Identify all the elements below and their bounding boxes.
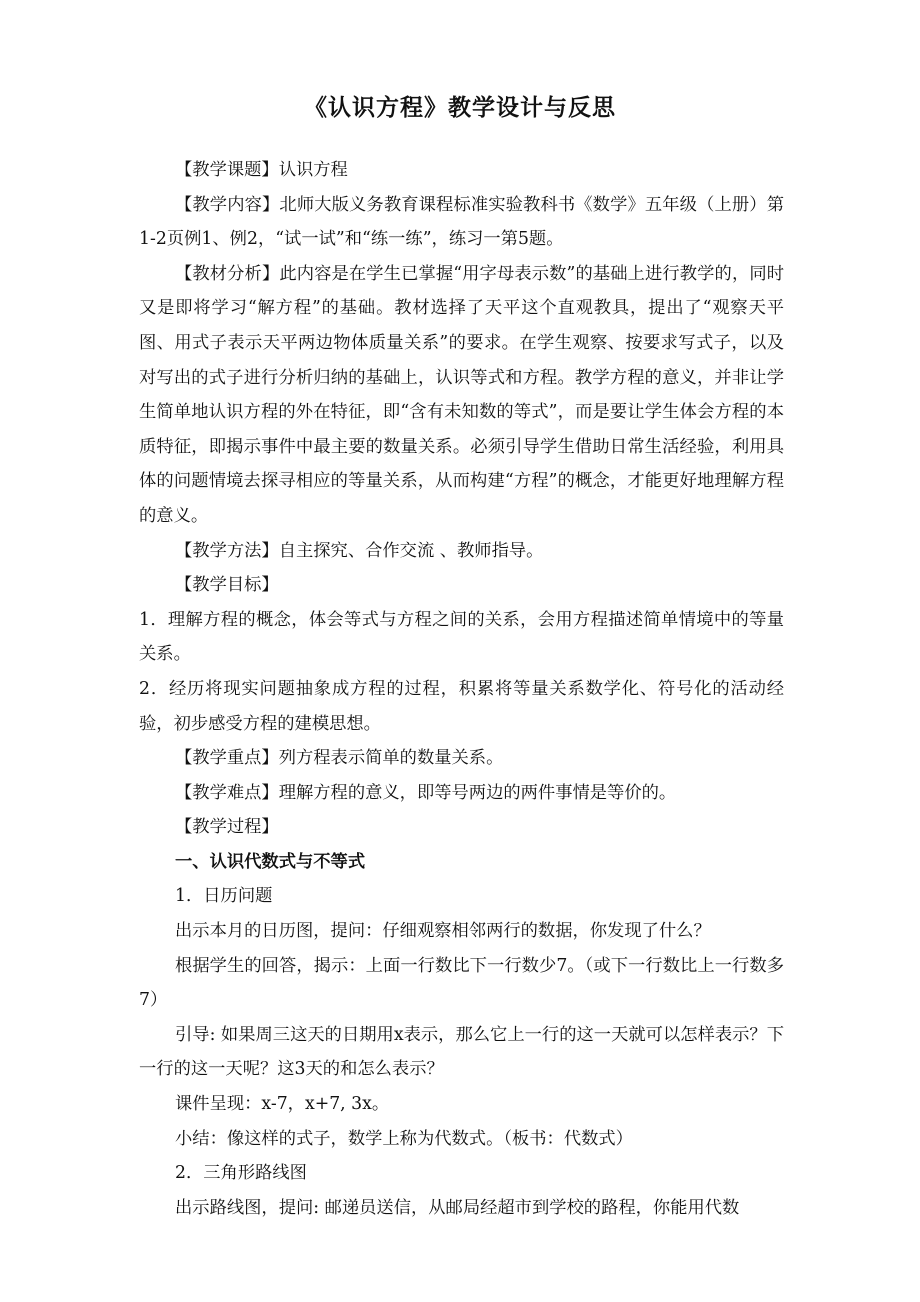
paragraph-analysis bbox=[139, 257, 784, 534]
paragraph-text: 北师大版义务教育课程标准实验教科书《数学》五年级（上册）第1-2页例1、例2，“试一试”和“练一练”，练习一第5题。 bbox=[139, 194, 784, 250]
section-label: 【教学难点】 bbox=[175, 782, 279, 803]
section-label: 【教材分析】 bbox=[175, 263, 280, 284]
paragraph-content bbox=[139, 188, 784, 257]
paragraph-text: 自主探究、合作交流 、教师指导。 bbox=[278, 540, 544, 561]
section-label: 【教学内容】 bbox=[175, 194, 280, 215]
section-label: 【教学过程】 bbox=[175, 817, 279, 838]
paragraph-text: 1．理解方程的概念，体会等式与方程之间的关系，会用方程描述简单情境中的等量关系。 bbox=[139, 609, 784, 665]
paragraph-topic bbox=[139, 153, 784, 188]
subsection-heading: 2．三角形路线图 bbox=[175, 1163, 307, 1184]
paragraph-key-point bbox=[139, 741, 784, 776]
section-label: 【教学目标】 bbox=[175, 575, 279, 596]
document-body bbox=[139, 153, 784, 1225]
paragraph-text: 认识方程 bbox=[278, 160, 348, 180]
paragraph: 引导: 如果周三这天的日期用x表示，那么它上一行的这一天就可以怎样表示？下一行的这一天呢？这3天的和怎么表示？ bbox=[139, 1024, 784, 1080]
paragraph-text: 列方程表示简单的数量关系。 bbox=[278, 748, 504, 769]
document-title: 《认识方程》教学设计与反思 bbox=[304, 95, 616, 121]
paragraph: 出示路线图，提问: 邮递员送信，从邮局经超市到学校的路程，你能用代数 bbox=[175, 1197, 740, 1218]
paragraph-process bbox=[139, 810, 784, 845]
paragraph-goals bbox=[139, 568, 784, 603]
paragraph-difficulty bbox=[139, 776, 784, 811]
paragraph-text: 理解方程的意义，即等号两边的两件事情是等价的。 bbox=[278, 782, 677, 803]
subsection-heading: 1．日历问题 bbox=[175, 886, 273, 907]
paragraph-text: 此内容是在学生已掌握“用字母表示数”的基础上进行教学的，同时又是即将学习“解方程”的基础。教材选择了天平这个直观教具，提出了“观察天平图、用式子表示天平两边物体质量关系”的要求。在学生观察、按要求写式子，以及对写出的式子进行分析归纳的基础上，认识等式和方程。教学方程的意义，并非让学生简单地认识方程的外在特征，即“含有未知数的等式”，而是要让学生体会方程的本质特征，即揭示事件中最主要的数量关系。必须引导学生借助日常生活经验，利用具体的问题情境去探寻相应的等量关系，从而构建“方程”的概念，才能更好地理解方程的意义。 bbox=[139, 263, 784, 526]
paragraph: 课件呈现：x-7，x+7, 3x。 bbox=[175, 1094, 390, 1115]
paragraph: 小结：像这样的式子，数学上称为代数式。（板书：代数式） bbox=[175, 1128, 633, 1149]
section-label: 【教学方法】 bbox=[175, 540, 279, 561]
section-label: 【教学重点】 bbox=[175, 748, 279, 769]
goal-item bbox=[139, 603, 784, 672]
paragraph: 出示本月的日历图，提问：仔细观察相邻两行的数据，你发现了什么？ bbox=[175, 921, 711, 942]
paragraph-text: 2．经历将现实问题抽象成方程的过程，积累将等量关系数学化、符号化的活动经验，初步感受方程的建模思想。 bbox=[139, 678, 784, 734]
section-label: 【教学课题】 bbox=[175, 160, 279, 180]
paragraph: 根据学生的回答，揭示：上面一行数比下一行数少7。（或下一行数比上一行数多7） bbox=[139, 955, 784, 1011]
section-heading: 一、认识代数式与不等式 bbox=[175, 851, 366, 872]
paragraph-method bbox=[139, 534, 784, 569]
goal-item bbox=[139, 672, 784, 741]
